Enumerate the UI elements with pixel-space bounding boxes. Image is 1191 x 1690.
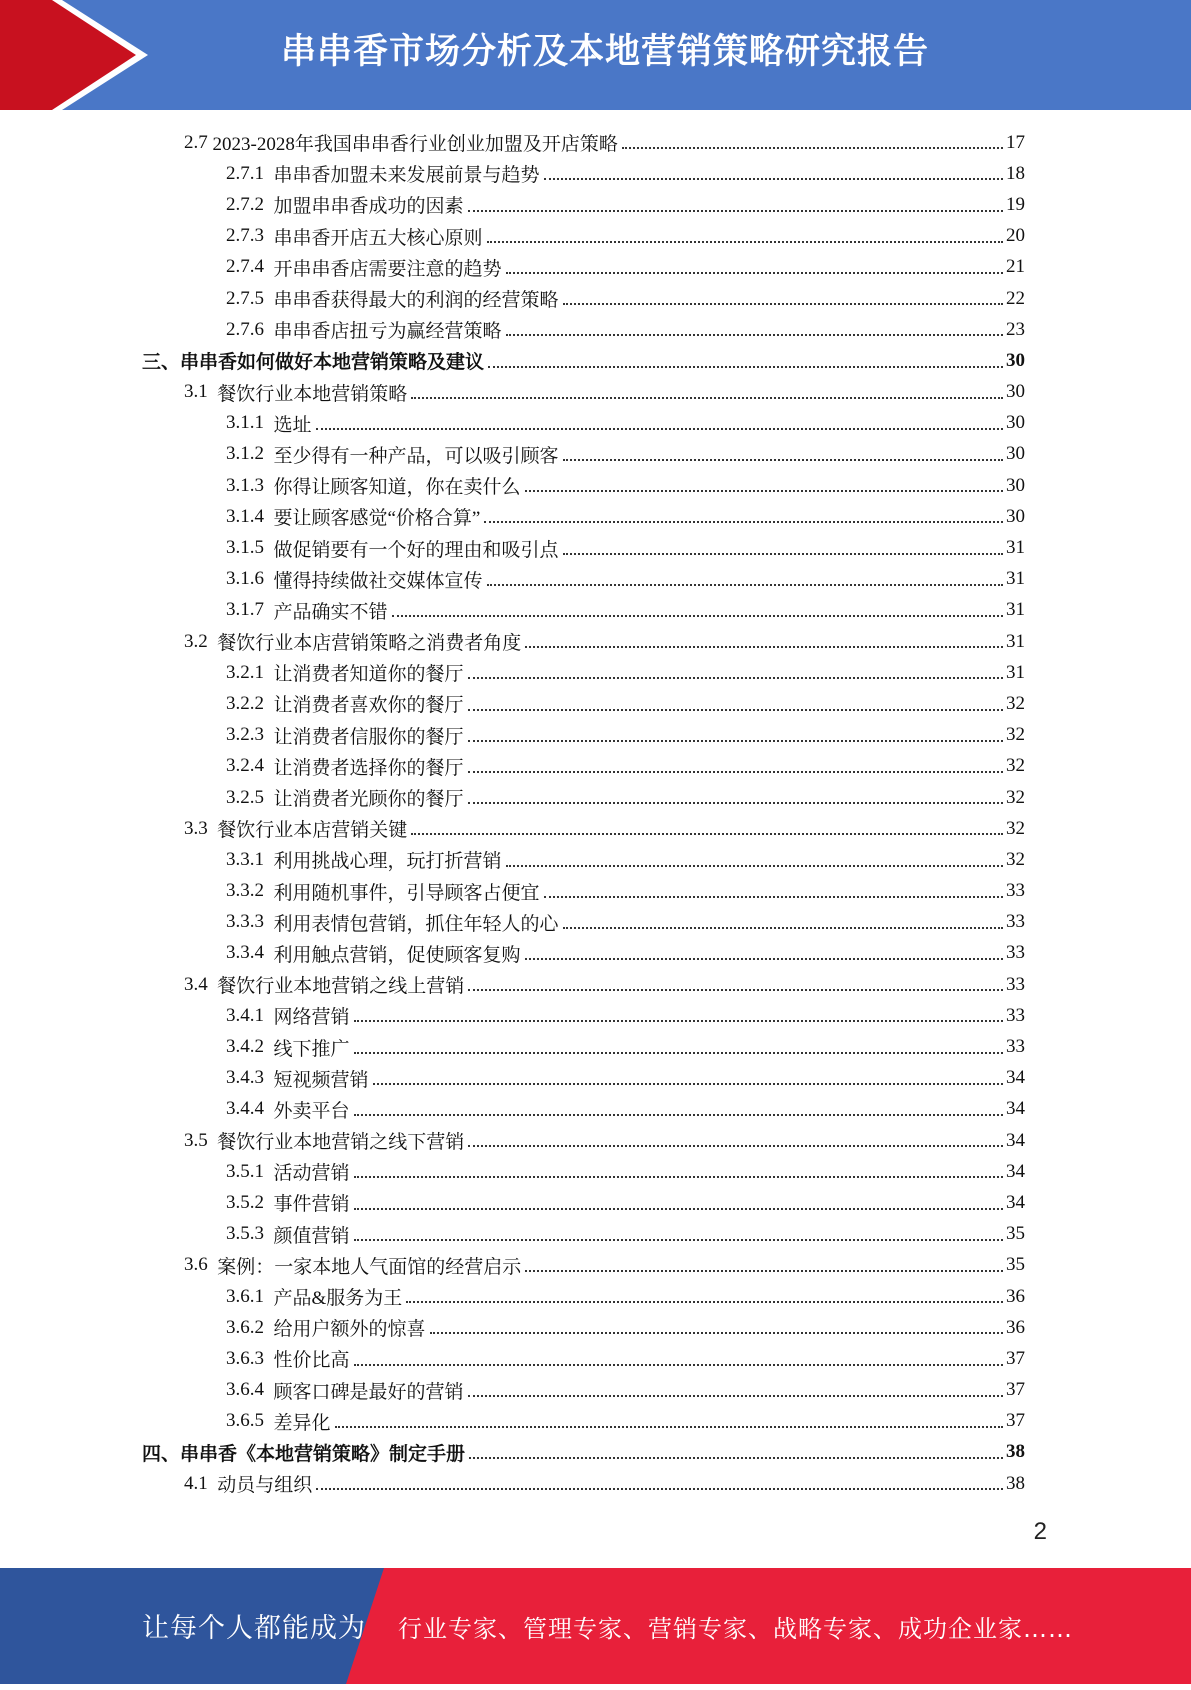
toc-dot-leader: [563, 458, 1003, 461]
toc-entry-number: 3.3.1: [226, 848, 274, 870]
toc-entry-number: 3.5.3: [226, 1223, 274, 1245]
toc-entry-page: 31: [1006, 537, 1025, 559]
toc-entry-page: 30: [1006, 381, 1025, 403]
toc-entry-title: 选址: [273, 414, 312, 436]
toc-dot-leader: [373, 1082, 1003, 1085]
footer-slogan-right: 行业专家、管理专家、营销专家、战略专家、成功企业家……: [398, 1615, 1073, 1643]
toc-entry-title: 串串香店扭亏为赢经营策略: [273, 321, 502, 343]
toc-entry[interactable]: [0, 751, 1191, 782]
toc-entry-number: 3.5: [184, 1129, 218, 1151]
toc-entry-title: 串串香获得最大的利润的经营策略: [273, 290, 559, 312]
footer-band: [0, 1568, 1191, 1684]
toc-entry-page: 37: [1006, 1379, 1025, 1401]
toc-entry[interactable]: [0, 657, 1191, 688]
toc-dot-leader: [525, 645, 1003, 648]
toc-entry-page: 34: [1006, 1067, 1025, 1089]
toc-entry-page: 30: [1006, 412, 1025, 434]
footer-slogan-left: 让每个人都能成为: [142, 1613, 366, 1644]
table-of-contents: [0, 127, 1191, 1499]
toc-entry-number: 3.6: [184, 1254, 218, 1276]
toc-entry-page: 30: [1006, 349, 1025, 371]
header-band: [0, 0, 1191, 110]
toc-entry-page: 23: [1006, 318, 1025, 340]
toc-entry-page: 34: [1006, 1160, 1025, 1182]
toc-entry-page: 37: [1006, 1347, 1025, 1369]
toc-dot-leader: [484, 520, 1003, 523]
toc-entry-title: 网络营销: [273, 1007, 350, 1029]
toc-entry-page: 17: [1006, 131, 1025, 153]
toc-entry[interactable]: [0, 1063, 1191, 1094]
toc-entry-title: 外卖平台: [273, 1100, 350, 1122]
toc-dot-leader: [544, 895, 1003, 898]
toc-entry-title: 顾客口碑是最好的营销: [273, 1381, 464, 1403]
toc-dot-leader: [525, 1269, 1003, 1272]
toc-entry[interactable]: [0, 813, 1191, 844]
toc-entry-number: 3.3.4: [226, 942, 274, 964]
toc-entry-title: 餐饮行业本地营销之线下营销: [217, 1132, 465, 1154]
toc-entry-page: 34: [1006, 1098, 1025, 1120]
toc-entry[interactable]: [0, 189, 1191, 220]
toc-entry[interactable]: [0, 844, 1191, 875]
toc-entry-number: 2.7.5: [226, 287, 274, 309]
toc-entry-title: 让消费者喜欢你的餐厅: [273, 695, 464, 717]
toc-entry-number: 3.1.5: [226, 537, 274, 559]
toc-entry-number: 4.1: [184, 1472, 218, 1494]
toc-dot-leader: [316, 1487, 1003, 1490]
toc-entry-number: 3.1.1: [226, 412, 274, 434]
toc-entry[interactable]: [0, 1468, 1191, 1499]
toc-entry-number: 2.7.6: [226, 318, 274, 340]
toc-entry[interactable]: [0, 938, 1191, 969]
toc-dot-leader: [354, 1238, 1003, 1241]
toc-entry-title: 让消费者光顾你的餐厅: [273, 789, 464, 811]
toc-entry-title: 开串串香店需要注意的趋势: [273, 258, 502, 280]
toc-entry[interactable]: [0, 1094, 1191, 1125]
toc-dot-leader: [525, 489, 1003, 492]
toc-entry[interactable]: [0, 252, 1191, 283]
toc-entry-page: 30: [1006, 443, 1025, 465]
toc-entry-title: 短视频营销: [273, 1069, 369, 1091]
toc-entry[interactable]: [0, 1437, 1191, 1468]
toc-entry-page: 33: [1006, 973, 1025, 995]
toc-entry-page: 18: [1006, 162, 1025, 184]
toc-dot-leader: [469, 1456, 1003, 1459]
toc-dot-leader: [354, 1175, 1003, 1178]
toc-dot-leader: [506, 333, 1003, 336]
toc-entry-title: 懂得持续做社交媒体宣传: [273, 570, 483, 592]
toc-entry-page: 32: [1006, 848, 1025, 870]
toc-dot-leader: [544, 177, 1003, 180]
toc-entry-title: 四、串串香《本地营销策略》制定手册: [142, 1443, 466, 1465]
toc-entry-number: 3.4.1: [226, 1004, 274, 1026]
toc-entry[interactable]: [0, 1312, 1191, 1343]
toc-entry-page: 30: [1006, 474, 1025, 496]
toc-entry-title: 餐饮行业本地营销之线上营销: [217, 976, 465, 998]
toc-entry-title: 动员与组织: [217, 1475, 313, 1497]
toc-dot-leader: [506, 271, 1003, 274]
toc-entry-title: 让消费者信服你的餐厅: [273, 726, 464, 748]
toc-entry[interactable]: [0, 1343, 1191, 1374]
toc-entry-page: 34: [1006, 1191, 1025, 1213]
toc-entry-page: 32: [1006, 692, 1025, 714]
toc-dot-leader: [468, 1394, 1003, 1397]
toc-entry-title: 利用触点营销，促使顾客复购: [273, 944, 521, 966]
toc-entry[interactable]: [0, 345, 1191, 376]
toc-entry-number: 3.2: [184, 630, 218, 652]
toc-entry[interactable]: [0, 127, 1191, 158]
toc-entry[interactable]: [0, 377, 1191, 408]
toc-entry-number: 3.1.3: [226, 474, 274, 496]
toc-dot-leader: [468, 988, 1003, 991]
toc-entry-number: 3.3: [184, 817, 218, 839]
toc-entry-number: 2.7.4: [226, 256, 274, 278]
toc-entry-number: 3.3.2: [226, 880, 274, 902]
toc-entry[interactable]: [0, 408, 1191, 439]
toc-dot-leader: [468, 209, 1003, 212]
toc-entry[interactable]: [0, 907, 1191, 938]
toc-dot-leader: [563, 552, 1003, 555]
toc-dot-leader: [406, 1300, 1003, 1303]
toc-dot-leader: [487, 583, 1003, 586]
toc-entry-page: 31: [1006, 630, 1025, 652]
toc-entry[interactable]: [0, 969, 1191, 1000]
toc-entry[interactable]: [0, 595, 1191, 626]
toc-entry-title: 你得让顾客知道，你在卖什么: [273, 477, 521, 499]
toc-dot-leader: [563, 302, 1003, 305]
toc-entry[interactable]: [0, 158, 1191, 189]
toc-entry-number: 3.6.1: [226, 1285, 274, 1307]
toc-entry-title: 串串香开店五大核心原则: [273, 227, 483, 249]
toc-entry-page: 33: [1006, 880, 1025, 902]
toc-entry[interactable]: [0, 1281, 1191, 1312]
toc-entry-title: 餐饮行业本店营销策略之消费者角度: [217, 633, 522, 655]
toc-entry[interactable]: [0, 1375, 1191, 1406]
toc-entry-page: 30: [1006, 505, 1025, 527]
toc-entry-page: 32: [1006, 817, 1025, 839]
toc-entry-title: 利用表情包营销，抓住年轻人的心: [273, 913, 559, 935]
toc-entry-title: 餐饮行业本店营销关键: [217, 820, 408, 842]
toc-dot-leader: [468, 801, 1003, 804]
toc-dot-leader: [468, 739, 1003, 742]
toc-entry-title: 让消费者知道你的餐厅: [273, 664, 464, 686]
toc-entry-title: 三、串串香如何做好本地营销策略及建议: [142, 352, 485, 374]
toc-entry-title: 餐饮行业本地营销策略: [217, 383, 408, 405]
toc-dot-leader: [468, 676, 1003, 679]
toc-entry-number: 3.6.2: [226, 1316, 274, 1338]
toc-dot-leader: [354, 1019, 1003, 1022]
toc-entry-page: 34: [1006, 1129, 1025, 1151]
toc-dot-leader: [335, 1425, 1003, 1428]
toc-entry-number: 3.6.4: [226, 1379, 274, 1401]
toc-entry-page: 33: [1006, 911, 1025, 933]
toc-entry-page: 35: [1006, 1254, 1025, 1276]
toc-entry-title: 利用随机事件，引导顾客占便宜: [273, 882, 540, 904]
toc-entry-number: 3.4.4: [226, 1098, 274, 1120]
toc-entry-number: 3.5.1: [226, 1160, 274, 1182]
toc-entry-page: 33: [1006, 942, 1025, 964]
toc-entry-title: 串串香加盟未来发展前景与趋势: [273, 165, 540, 187]
toc-entry-page: 31: [1006, 599, 1025, 621]
toc-entry-title: 让消费者选择你的餐厅: [273, 757, 464, 779]
toc-dot-leader: [354, 1363, 1003, 1366]
toc-entry-number: 2.7: [184, 131, 213, 153]
toc-entry-page: 31: [1006, 568, 1025, 590]
toc-dot-leader: [488, 365, 1003, 368]
toc-entry-number: 3.1.7: [226, 599, 274, 621]
toc-entry-title: 2023-2028年我国串串香行业创业加盟及开店策略: [212, 134, 618, 156]
toc-entry-page: 32: [1006, 724, 1025, 746]
toc-entry-number: 3.1.2: [226, 443, 274, 465]
toc-entry-number: 3.3.3: [226, 911, 274, 933]
toc-entry-number: 3.2.5: [226, 786, 274, 808]
toc-dot-leader: [354, 1051, 1003, 1054]
toc-entry-number: 3.1.4: [226, 505, 274, 527]
toc-entry[interactable]: [0, 1125, 1191, 1156]
toc-dot-leader: [411, 396, 1003, 399]
toc-entry-page: 36: [1006, 1285, 1025, 1307]
toc-dot-leader: [622, 146, 1003, 149]
toc-entry-number: 3.5.2: [226, 1191, 274, 1213]
toc-dot-leader: [411, 832, 1003, 835]
toc-entry[interactable]: [0, 876, 1191, 907]
toc-dot-leader: [354, 1113, 1003, 1116]
toc-entry-number: 3.2.2: [226, 692, 274, 714]
toc-entry[interactable]: [0, 720, 1191, 751]
toc-entry-number: 2.7.2: [226, 193, 274, 215]
toc-entry-page: 33: [1006, 1036, 1025, 1058]
toc-entry[interactable]: [0, 501, 1191, 532]
toc-entry-number: 3.1: [184, 381, 218, 403]
toc-entry-number: 3.2.4: [226, 755, 274, 777]
toc-entry-title: 做促销要有一个好的理由和吸引点: [273, 539, 559, 561]
toc-dot-leader: [430, 1331, 1003, 1334]
toc-entry[interactable]: [0, 1219, 1191, 1250]
toc-entry-page: 35: [1006, 1223, 1025, 1245]
toc-entry-page: 38: [1006, 1441, 1025, 1463]
toc-entry-number: 3.2.3: [226, 724, 274, 746]
toc-entry-title: 事件营销: [273, 1194, 350, 1216]
toc-entry-page: 32: [1006, 786, 1025, 808]
toc-dot-leader: [392, 614, 1003, 617]
toc-entry-page: 38: [1006, 1472, 1025, 1494]
toc-entry[interactable]: [0, 283, 1191, 314]
toc-dot-leader: [468, 770, 1003, 773]
toc-entry[interactable]: [0, 221, 1191, 252]
toc-entry[interactable]: [0, 314, 1191, 345]
toc-entry[interactable]: [0, 1406, 1191, 1437]
report-title: 串串香市场分析及本地营销策略研究报告: [280, 32, 929, 72]
toc-entry-page: 22: [1006, 287, 1025, 309]
toc-entry-number: 2.7.1: [226, 162, 274, 184]
toc-entry-title: 给用户额外的惊喜: [273, 1319, 426, 1341]
toc-entry-number: 2.7.3: [226, 225, 274, 247]
toc-entry-title: 加盟串串香成功的因素: [273, 196, 464, 218]
toc-entry-page: 36: [1006, 1316, 1025, 1338]
toc-entry-number: 3.2.1: [226, 661, 274, 683]
toc-entry-title: 要让顾客感觉“价格合算”: [273, 508, 481, 530]
toc-entry-page: 21: [1006, 256, 1025, 278]
toc-entry-number: 3.6.3: [226, 1347, 274, 1369]
toc-dot-leader: [525, 957, 1003, 960]
toc-entry-title: 差异化: [273, 1412, 331, 1434]
toc-entry-title: 产品确实不错: [273, 601, 388, 623]
toc-dot-leader: [563, 926, 1003, 929]
toc-entry-title: 利用挑战心理，玩打折营销: [273, 851, 502, 873]
toc-entry-number: 3.4.2: [226, 1036, 274, 1058]
toc-entry-page: 37: [1006, 1410, 1025, 1432]
toc-entry[interactable]: [0, 439, 1191, 470]
toc-entry[interactable]: [0, 688, 1191, 719]
toc-entry-page: 20: [1006, 225, 1025, 247]
toc-entry[interactable]: [0, 782, 1191, 813]
toc-entry[interactable]: [0, 1187, 1191, 1218]
toc-dot-leader: [316, 427, 1003, 430]
toc-dot-leader: [506, 864, 1003, 867]
toc-entry[interactable]: [0, 1000, 1191, 1031]
toc-dot-leader: [487, 240, 1003, 243]
toc-entry-page: 32: [1006, 755, 1025, 777]
toc-dot-leader: [468, 1144, 1003, 1147]
toc-dot-leader: [468, 708, 1003, 711]
toc-entry-title: 活动营销: [273, 1163, 350, 1185]
page-number: 2: [1033, 1518, 1047, 1545]
toc-entry[interactable]: [0, 1156, 1191, 1187]
toc-entry-number: 3.4.3: [226, 1067, 274, 1089]
toc-entry-page: 33: [1006, 1004, 1025, 1026]
toc-entry-number: 3.1.6: [226, 568, 274, 590]
toc-entry-title: 线下推广: [273, 1038, 350, 1060]
toc-entry-title: 性价比高: [273, 1350, 350, 1372]
toc-entry[interactable]: [0, 532, 1191, 563]
toc-entry-title: 案例：一家本地人气面馆的经营启示: [217, 1256, 522, 1278]
toc-entry-title: 颜值营销: [273, 1225, 350, 1247]
toc-entry-number: 3.6.5: [226, 1410, 274, 1432]
toc-entry[interactable]: [0, 470, 1191, 501]
toc-entry-title: 产品&服务为王: [273, 1288, 403, 1310]
toc-entry-page: 31: [1006, 661, 1025, 683]
toc-entry[interactable]: [0, 626, 1191, 657]
toc-entry[interactable]: [0, 1250, 1191, 1281]
toc-entry[interactable]: [0, 1031, 1191, 1062]
toc-entry[interactable]: [0, 564, 1191, 595]
toc-entry-title: 至少得有一种产品，可以吸引顾客: [273, 445, 559, 467]
toc-entry-number: 3.4: [184, 973, 218, 995]
toc-dot-leader: [354, 1207, 1003, 1210]
toc-entry-page: 19: [1006, 193, 1025, 215]
